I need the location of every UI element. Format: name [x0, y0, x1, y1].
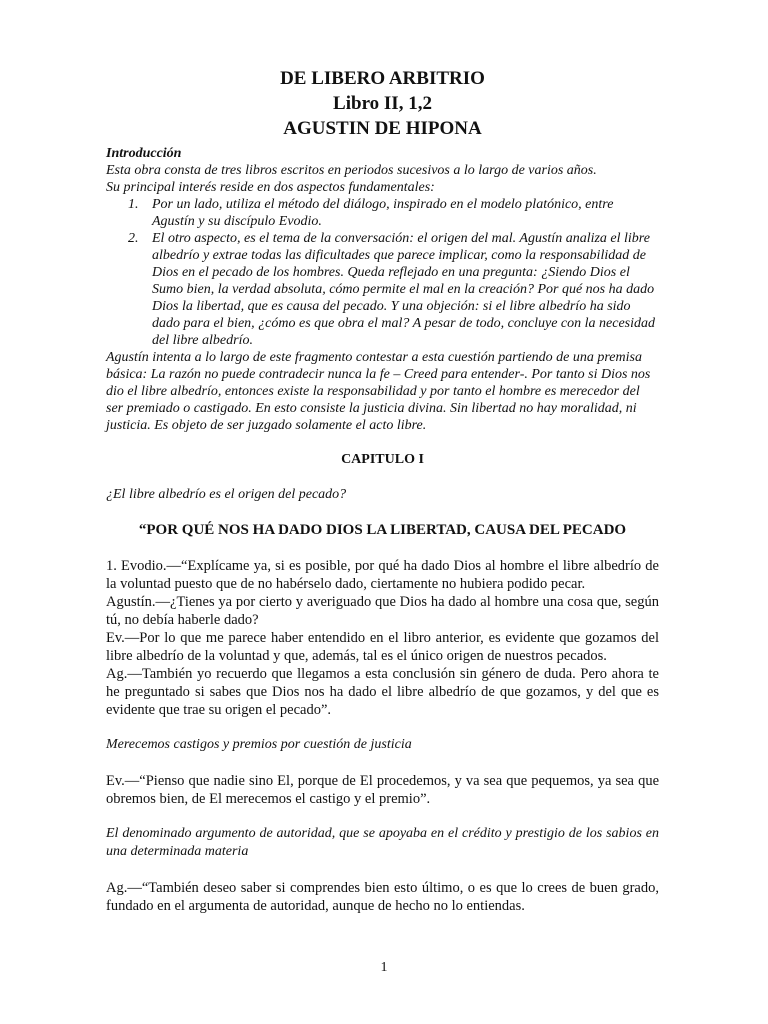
- intro-points-list: [106, 196, 659, 349]
- introduction-heading: Introducción: [106, 146, 182, 161]
- list-item: [128, 196, 659, 230]
- dialog-paragraph: Ev.—“Pienso que nadie sino El, porque de El procedemos, y va sea que pequemos, ya sea que obremos bien, de El merecemos el castigo y el premio”.: [106, 773, 659, 807]
- chapter-question: ¿El libre albedrío es el origen del pecado?: [106, 487, 347, 502]
- dialog-block-1: [106, 557, 659, 719]
- document-author: AGUSTIN DE HIPONA: [283, 118, 482, 139]
- introduction-section: [106, 145, 659, 434]
- dialog-paragraph: Ag.—También yo recuerdo que llegamos a esta conclusión sin género de duda. Pero ahora te he preguntado si sabes que Dios nos ha dado el libre albedrío de que gozamos, y del que es evidente que trae su origen el pecado”.: [106, 666, 659, 718]
- list-item-number: 2.: [128, 231, 139, 246]
- chapter-title: CAPITULO I: [341, 452, 424, 467]
- section-subheading: El denominado argumento de autoridad, que se apoyaba en el crédito y prestigio de los sabios en una determinada materia: [106, 826, 659, 859]
- list-item: [128, 230, 659, 349]
- list-item-number: 1.: [128, 197, 139, 212]
- dialog-paragraph: Ag.—“También deseo saber si comprendes bien esto último, o es que lo crees de buen grado, fundado en el argumenta de autoridad, aunque de hecho no lo entiendas.: [106, 880, 659, 914]
- section-subheading: Merecemos castigos y premios por cuestión de justicia: [106, 737, 412, 752]
- document-page: [106, 66, 659, 915]
- intro-line: Esta obra consta de tres libros escritos en periodos sucesivos a lo largo de varios años.: [106, 163, 597, 178]
- dialog-paragraph: Agustín.—¿Tienes ya por cierto y averiguado que Dios ha dado al hombre una cosa que, según tú, no debía haberle dado?: [106, 594, 659, 628]
- dialog-paragraph: 1. Evodio.—“Explícame ya, si es posible, por qué ha dado Dios al hombre el libre albedrío de la voluntad puesto que de no habérselo dado, ciertamente no hubiera podido pecar.: [106, 558, 659, 592]
- dialog-paragraph: Ev.—Por lo que me parece haber entendido en el libro anterior, es evidente que gozamos del libre albedrío de la voluntad y que, además, tal es el único origen de nuestros pecados.: [106, 630, 659, 664]
- dialog-block-2: [106, 772, 659, 808]
- dialog-block-3: [106, 879, 659, 915]
- list-item-text: El otro aspecto, es el tema de la conversación: el origen del mal. Agustín analiza el libre albedrío y extrae todas las dificultades que parece implicar, como la responsabilidad de Dios en el pecado de los hombres. Queda reflejado en una pregunta: ¿Siendo Dios el Sumo bien, la verdad absoluta, cómo permite el mal en la creación? Por qué nos ha dado Dios la libertad, que es causa del pecado. Y una objeción: si el libre albedrío ha sido dado para el bien, ¿cómo es que obra el mal? A pesar de todo, concluye con la necesidad del libre albedrío.: [152, 231, 655, 348]
- page-number: 1: [380, 960, 388, 975]
- list-item-text: Por un lado, utiliza el método del diálogo, inspirado en el modelo platónico, entre Agustín y su discípulo Evodio.: [152, 197, 614, 229]
- intro-closing-paragraph: Agustín intenta a lo largo de este fragmento contestar a esta cuestión partiendo de una premisa básica: La razón no puede contradecir nunca la fe – Creed para entender-. Por tanto si Dios nos dio el libre albedrío, entonces existe la responsabilidad y por tanto el hombre es merecedor del ser premiado o castigado. En esto consiste la justicia divina. Sin libertad no hay moralidad, ni justicia. Es objeto de ser juzgado solamente el acto libre.: [106, 350, 651, 433]
- intro-line: Su principal interés reside en dos aspectos fundamentales:: [106, 180, 435, 195]
- quote-heading: “POR QUÉ NOS HA DADO DIOS LA LIBERTAD, CAUSA DEL PECADO: [138, 522, 627, 538]
- document-subtitle: Libro II, 1,2: [333, 93, 432, 114]
- document-title: DE LIBERO ARBITRIO: [280, 68, 485, 89]
